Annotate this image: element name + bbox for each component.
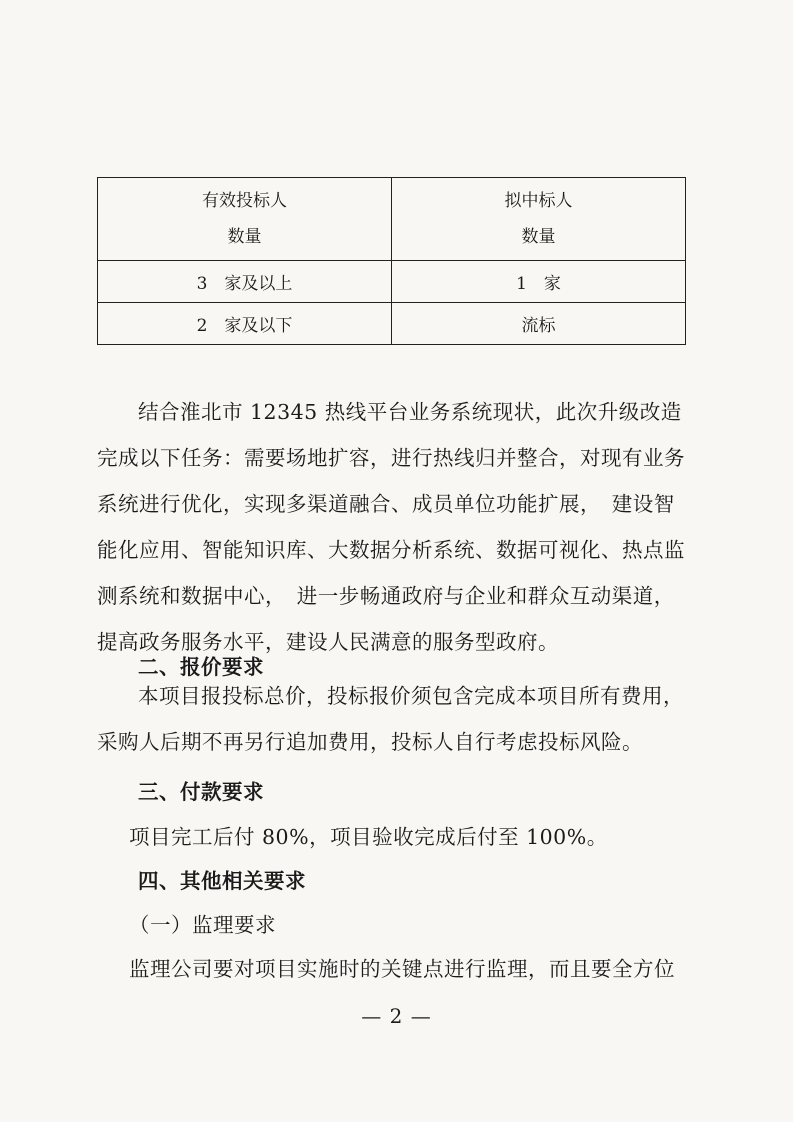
table-row <box>98 261 686 303</box>
table-cell: 1 家 <box>392 261 686 303</box>
table-cell: 3 家及以上 <box>98 261 392 303</box>
table-cell: 流标 <box>392 303 686 345</box>
pricing-paragraph: 本项目报投标总价，投标报价须包含完成本项目所有费用，采购人后期不再另行追加费用，投标人自行考虑投标风险。 <box>97 684 684 754</box>
header-valid-bidders: 有效投标人 数量 <box>98 178 392 261</box>
sub-heading-supervision: （一）监理要求 <box>129 913 276 937</box>
table-row <box>98 303 686 345</box>
supervision-paragraph: 监理公司要对项目实施时的关键点进行监理，而且要全方位 <box>129 957 675 981</box>
section-heading-other: 四、其他相关要求 <box>138 869 306 893</box>
section-heading-payment: 三、付款要求 <box>138 780 264 804</box>
page-number: — 2 — <box>361 1004 432 1028</box>
table-header-row <box>98 178 686 261</box>
bidder-count-table <box>97 177 686 345</box>
intro-paragraph: 结合淮北市 12345 热线平台业务系统现状，此次升级改造完成以下任务：需要场地扩容，进行热线归并整合，对现有业务系统进行优化，实现多渠道融合、成员单位功能扩展， 建设智能化应用、智能知识库、大数据分析系统、数据可视化、热点监测系统和数据中心， 进一步畅通政府与企业和群众互动渠道，提高政务服务水平，建设人民满意的服务型政府。 <box>97 400 685 654</box>
section-heading-pricing: 二、报价要求 <box>138 655 264 679</box>
header-proposed-winners: 拟中标人 数量 <box>392 178 686 261</box>
table-cell: 2 家及以下 <box>98 303 392 345</box>
payment-paragraph: 项目完工后付 80%，项目验收完成后付至 100%。 <box>129 825 608 849</box>
